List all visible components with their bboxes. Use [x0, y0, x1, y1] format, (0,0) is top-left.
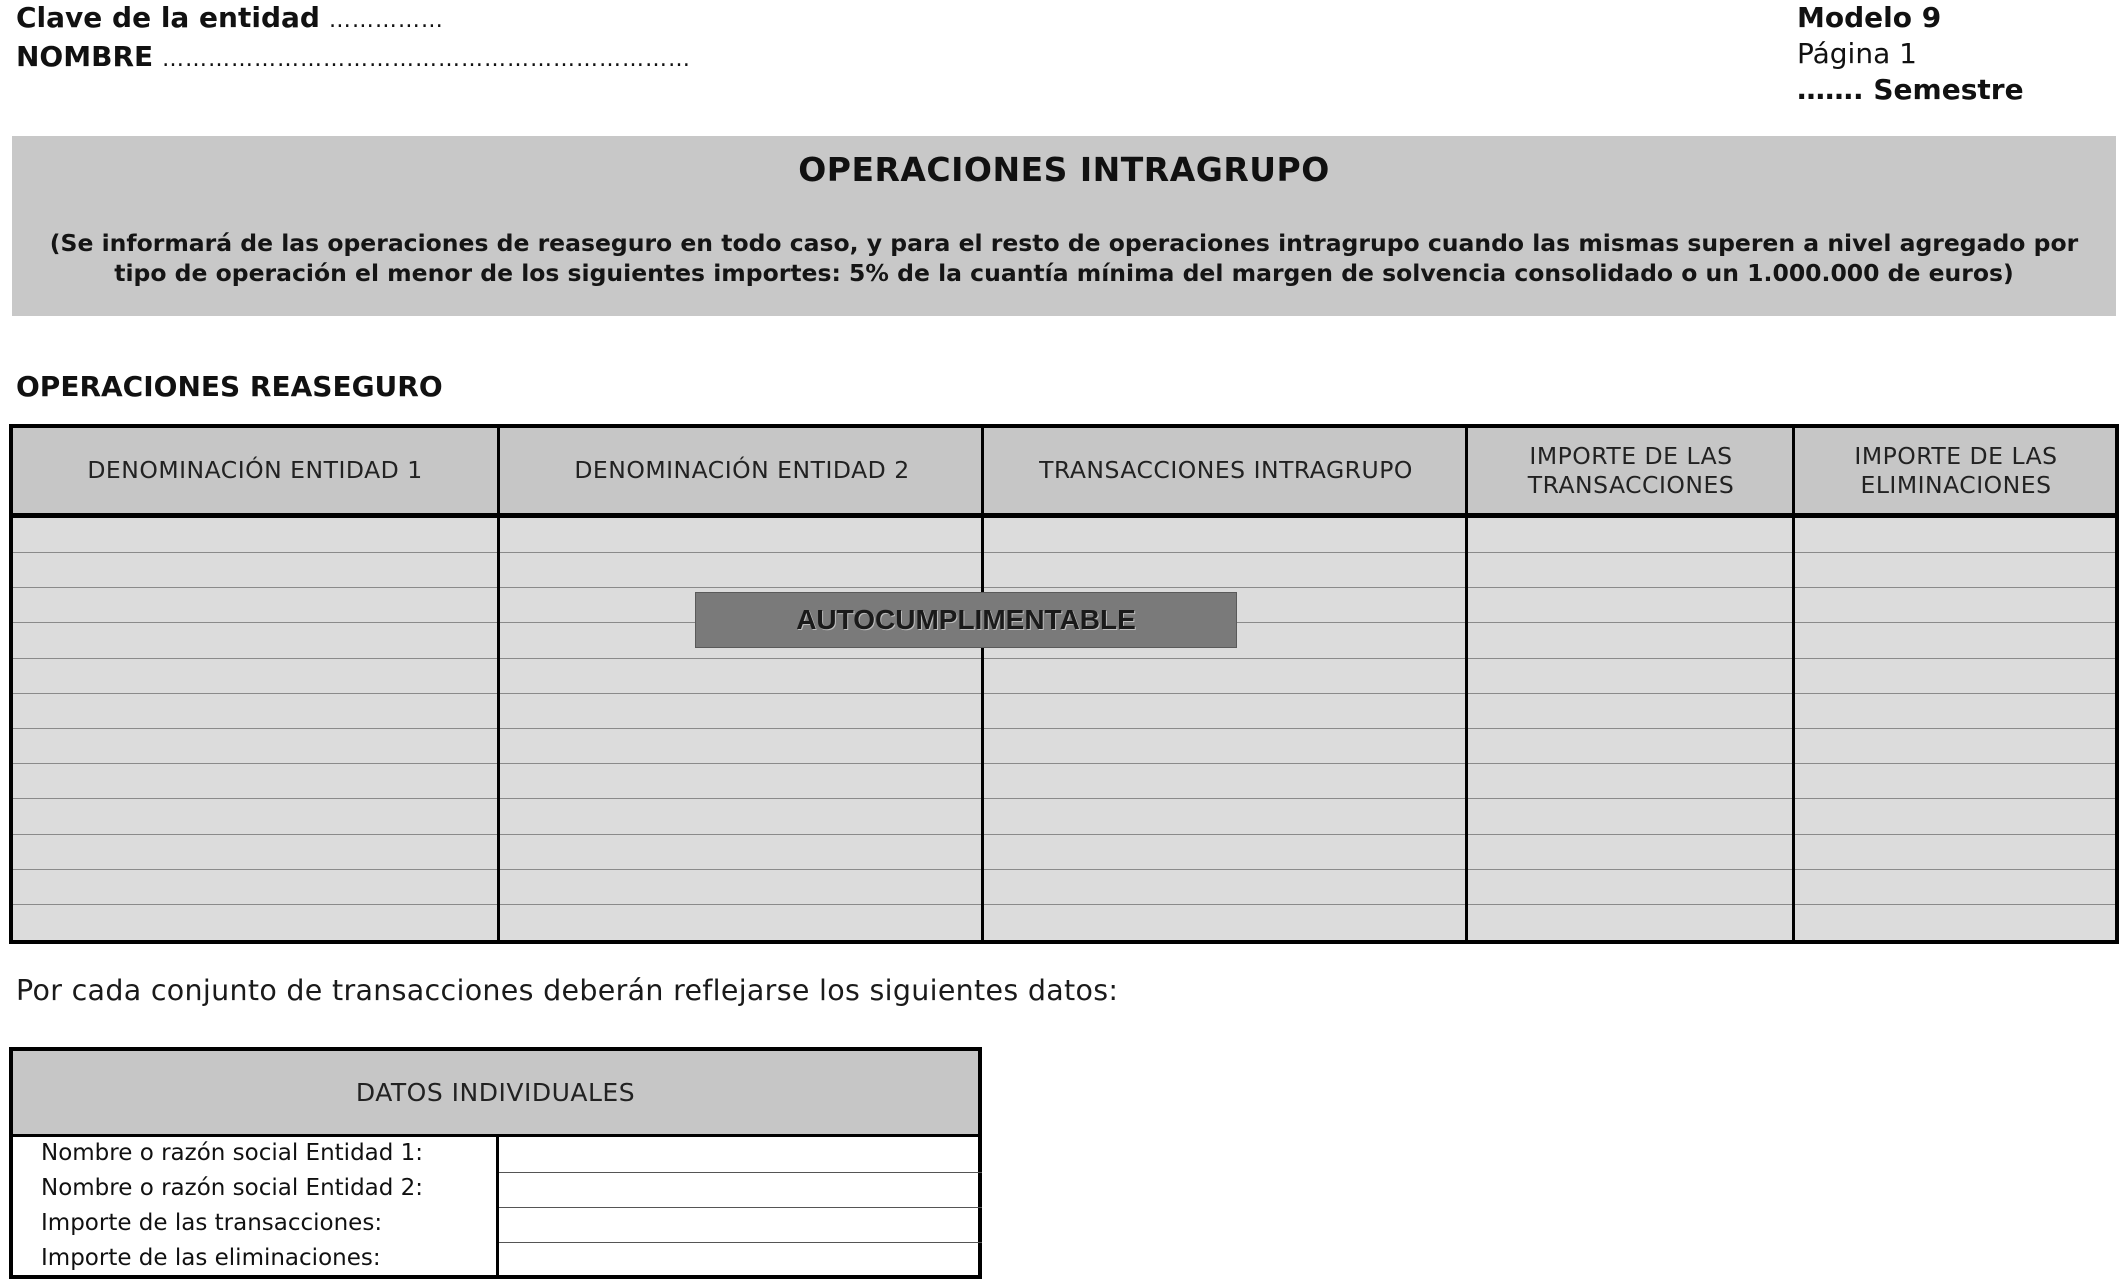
row-separator: [13, 658, 2115, 659]
semester-field[interactable]: …….: [1797, 73, 1864, 106]
value-field-separator: [499, 1207, 982, 1208]
entity-name-row: [16, 39, 691, 78]
individual-data-table: [9, 1047, 982, 1279]
label-transaction-amount: Importe de las transacciones:: [41, 1210, 383, 1236]
value-field-separator: [499, 1172, 982, 1173]
reinsurance-table: [9, 424, 2119, 944]
row-separator: [13, 728, 2115, 729]
entity-header: [16, 0, 691, 78]
label-entity-1-name: Nombre o razón social Entidad 1:: [41, 1140, 424, 1166]
label-elimination-amount: Importe de las eliminaciones:: [41, 1245, 381, 1271]
reinsurance-table-header: [13, 428, 2115, 518]
semester-label: Semestre: [1873, 73, 2024, 106]
row-separator: [13, 763, 2115, 764]
instructions-text: Por cada conjunto de transacciones deberán reflejarse los siguientes datos:: [16, 974, 1119, 1007]
column-header-entity-1: DENOMINACIÓN ENTIDAD 1: [87, 456, 423, 484]
column-header-elimination-amount: IMPORTE DE LAS ELIMINACIONES: [1854, 441, 2058, 499]
entity-name-label: NOMBRE: [16, 40, 154, 73]
column-header-entity-2: DENOMINACIÓN ENTIDAD 2: [574, 456, 910, 484]
entity-name-field[interactable]: ……………………………………………………………: [162, 47, 692, 72]
column-separator: [1792, 428, 1795, 940]
individual-data-title: DATOS INDIVIDUALES: [13, 1051, 978, 1137]
row-separator: [13, 693, 2115, 694]
value-field-separator: [499, 1242, 982, 1243]
row-separator: [13, 869, 2115, 870]
auto-fill-badge: AUTOCUMPLIMENTABLE: [695, 592, 1237, 648]
banner-note: (Se informará de las operaciones de reaseguro en todo caso, y para el resto de operaciones intragrupo cuando las mismas superen a nivel agregado por tipo de operación el menor de los siguientes importes: 5% de la cuantía mínima del margen de solvencia consolidado o un 1.000.000 de euros): [49, 229, 2079, 287]
row-separator: [13, 587, 2115, 588]
column-header-transaction-amount: IMPORTE DE LAS TRANSACCIONES: [1527, 441, 1735, 499]
row-separator: [13, 834, 2115, 835]
row-separator: [13, 552, 2115, 553]
column-header-transactions: TRANSACCIONES INTRAGRUPO: [1039, 456, 1413, 484]
column-separator: [497, 428, 500, 940]
entity-key-row: [16, 0, 691, 39]
reinsurance-section-title: OPERACIONES REASEGURO: [16, 370, 443, 403]
column-separator: [1465, 428, 1468, 940]
label-entity-2-name: Nombre o razón social Entidad 2:: [41, 1175, 424, 1201]
column-separator: [981, 428, 984, 940]
model-header: [1797, 0, 2024, 108]
entity-key-field[interactable]: ……………: [328, 8, 444, 33]
value-column-separator: [496, 1137, 499, 1279]
row-separator: [13, 904, 2115, 905]
row-separator: [13, 798, 2115, 799]
title-banner: [12, 136, 2116, 316]
page-number: Página 1: [1797, 37, 1917, 70]
page-title: OPERACIONES INTRAGRUPO: [798, 150, 1330, 189]
entity-key-label: Clave de la entidad: [16, 1, 320, 34]
model-number: Modelo 9: [1797, 1, 1942, 34]
